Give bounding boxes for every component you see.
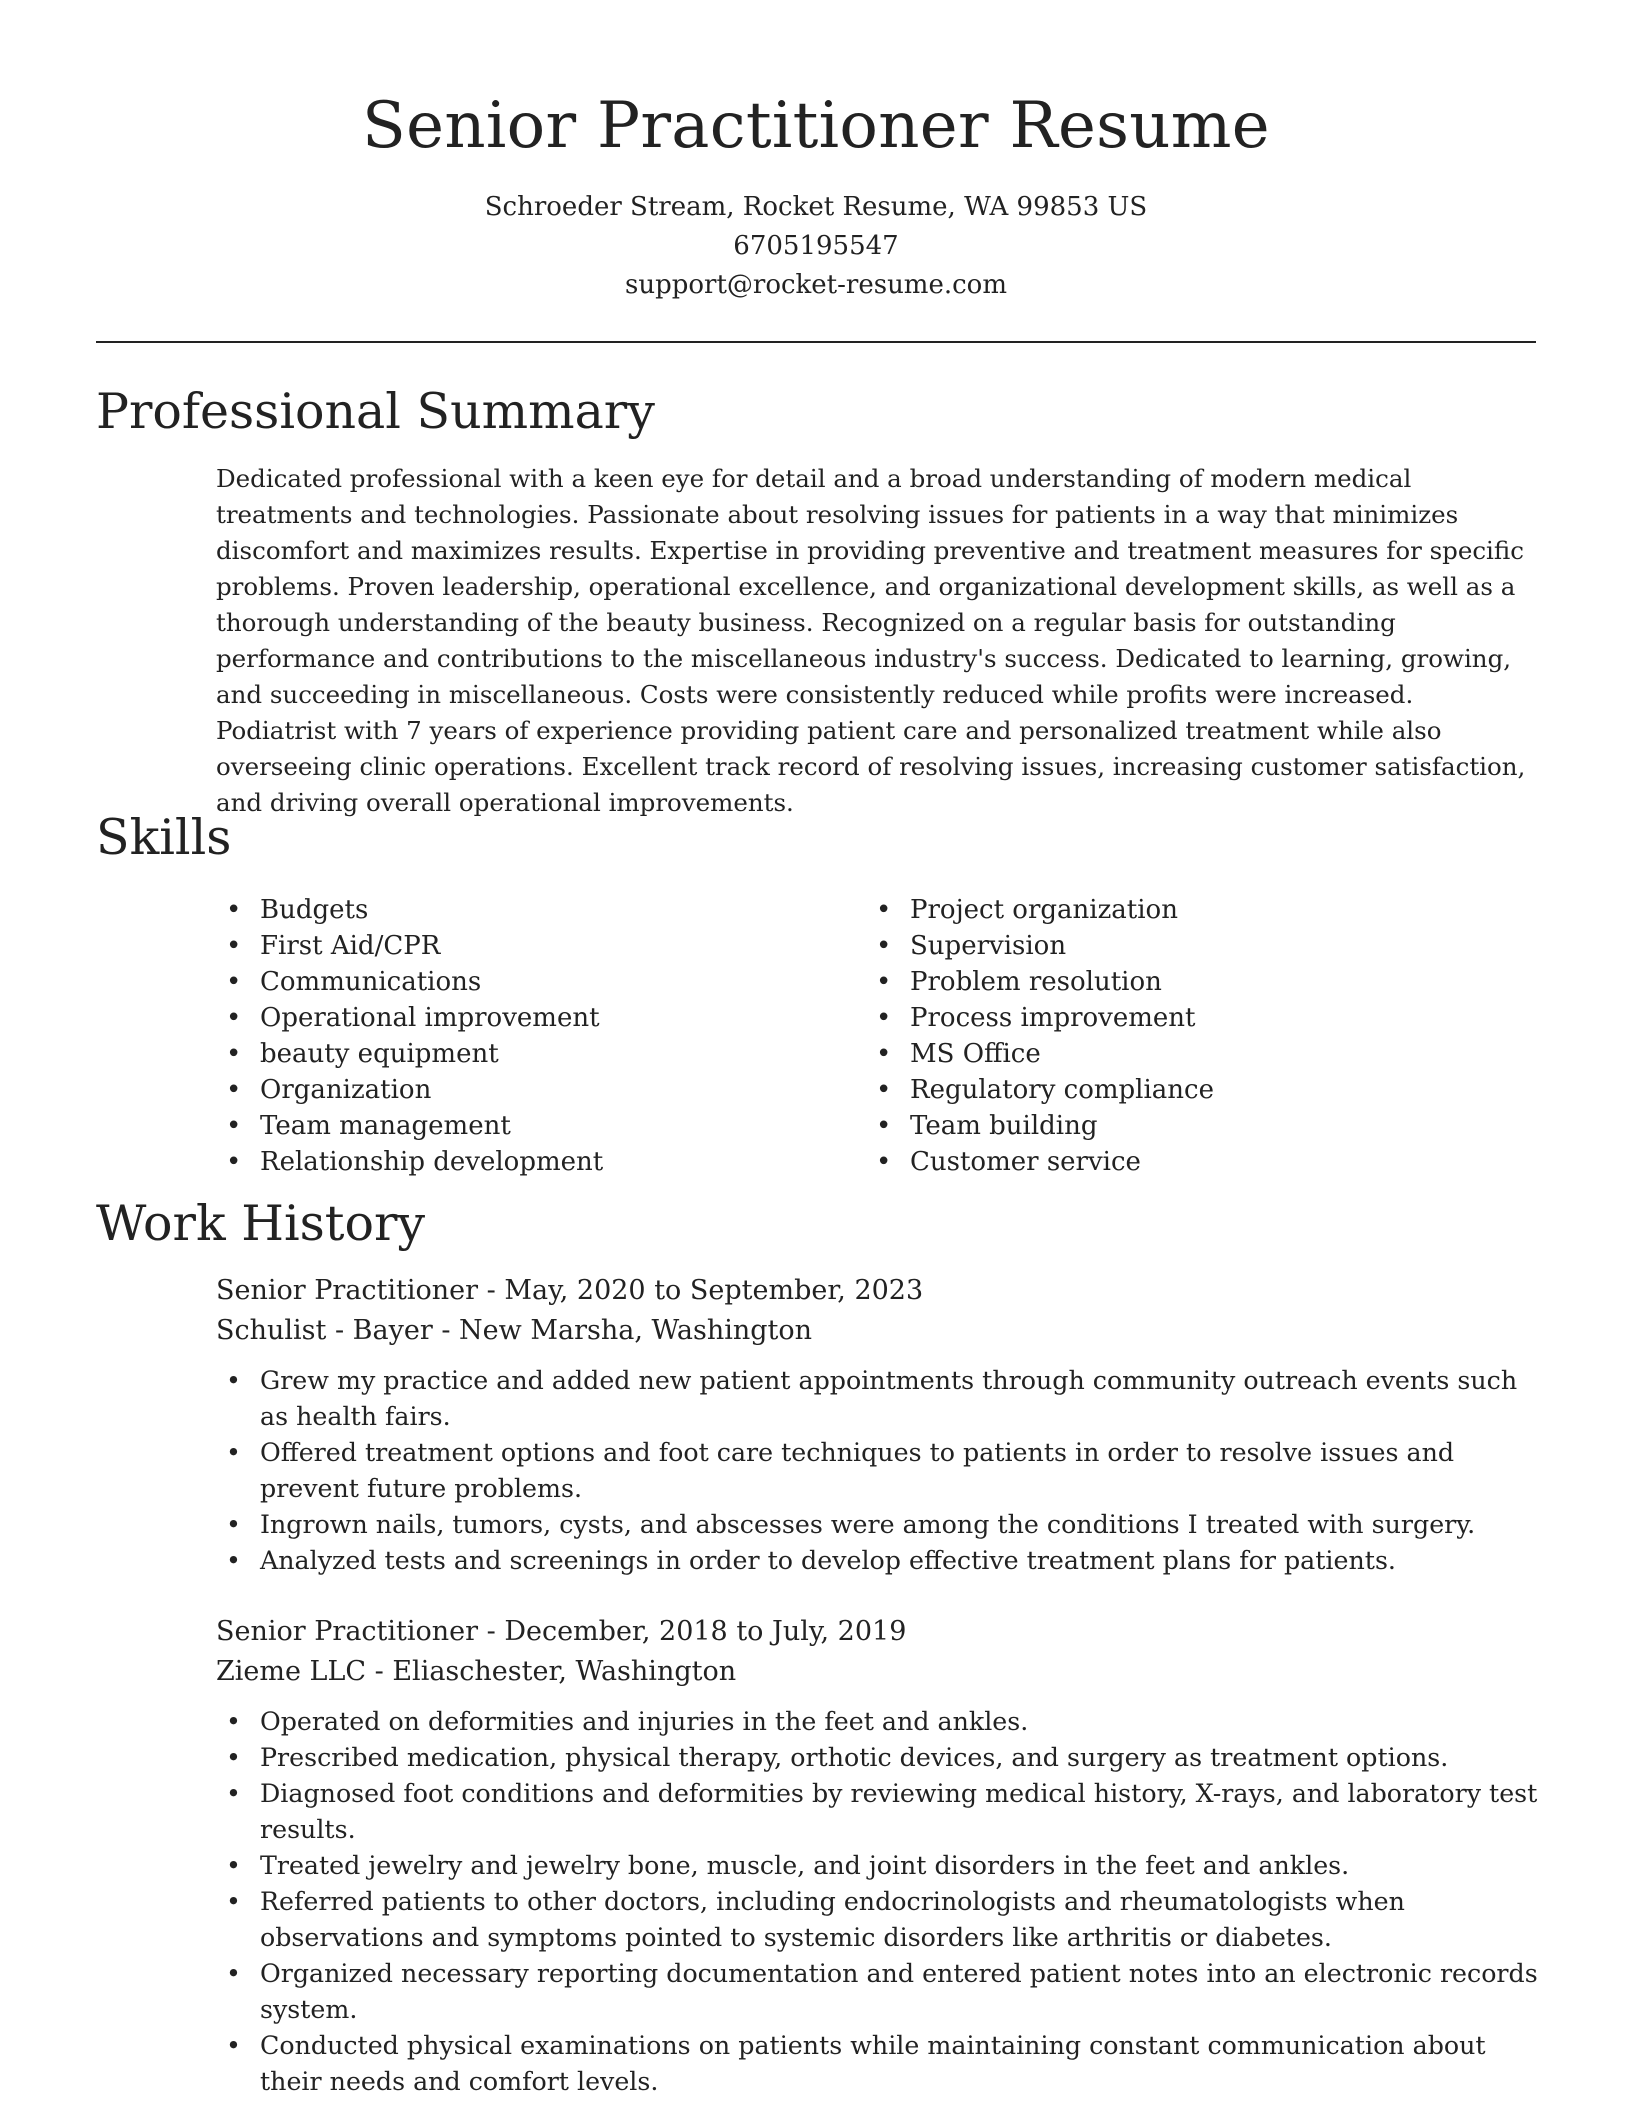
resume-header	[0, 0, 1632, 305]
job-duty: • Operated on deformities and injuries in the feet and ankles.	[216, 1704, 1541, 1740]
skill-item: • Operational improvement	[216, 1000, 603, 1036]
skill-item: • Project organization	[866, 892, 1214, 928]
skill-item: • Customer service	[866, 1144, 1214, 1180]
job-duty: • Organized necessary reporting documentation and entered patient notes into an electronic records system.	[216, 1956, 1541, 2028]
job-duty: • Conducted physical examinations on patients while maintaining constant communication about their needs and comfort levels.	[216, 2028, 1541, 2100]
skill-item: • Regulatory compliance	[866, 1072, 1214, 1108]
skill-item: • Team management	[216, 1108, 603, 1144]
job-duty: • Referred patients to other doctors, including endocrinologists and rheumatologists when observations and symptoms pointed to systemic disorders like arthritis or diabetes.	[216, 1884, 1541, 1956]
job-title-dates: Senior Practitioner - December, 2018 to July, 2019	[216, 1616, 907, 1647]
skill-item: • Team building	[866, 1108, 1214, 1144]
job-title-dates: Senior Practitioner - May, 2020 to September, 2023	[216, 1275, 924, 1306]
skill-item: • Supervision	[866, 928, 1214, 964]
skill-item: • Problem resolution	[866, 964, 1214, 1000]
skills-list-right	[866, 892, 1214, 1180]
contact-phone: 6705195547	[733, 231, 899, 261]
contact-info	[0, 188, 1632, 305]
work-history-heading: Work History	[96, 1195, 426, 1252]
skill-item: • Communications	[216, 964, 603, 1000]
skill-item: • Organization	[216, 1072, 603, 1108]
skills-list-left	[216, 892, 603, 1180]
skill-item: • Relationship development	[216, 1144, 603, 1180]
skill-item: • First Aid/CPR	[216, 928, 603, 964]
job-duty: • Diagnosed foot conditions and deformities by reviewing medical history, X-rays, and laboratory test results.	[216, 1776, 1541, 1848]
skills-heading: Skills	[96, 809, 232, 866]
job-duties-list	[216, 1704, 1541, 2100]
skill-item: • Budgets	[216, 892, 603, 928]
summary-text: Dedicated professional with a keen eye for detail and a broad understanding of modern medical treatments and technologies. Passionate about resolving issues for patients in a way that minimizes discomfort and maximizes results. Expertise in providing preventive and treatment measures for specific problems. Proven leadership, operational excellence, and organizational development skills, as well as a thorough understanding of the beauty business. Recognized on a regular basis for outstanding performance and contributions to the miscellaneous industry's success. Dedicated to learning, growing, and succeeding in miscellaneous. Costs were consistently reduced while profits were increased. Podiatrist with 7 years of experience providing patient care and personalized treatment while also overseeing clinic operations. Excellent track record of resolving issues, increasing customer satisfaction, and driving overall operational improvements.	[216, 464, 1526, 817]
contact-address: Schroeder Stream, Rocket Resume, WA 99853 US	[484, 192, 1148, 222]
skill-item: • MS Office	[866, 1036, 1214, 1072]
job-company-location: Zieme LLC - Eliaschester, Washington	[216, 1656, 737, 1687]
job-duty: • Ingrown nails, tumors, cysts, and abscesses were among the conditions I treated with surgery.	[216, 1507, 1541, 1543]
job-company-location: Schulist - Bayer - New Marsha, Washington	[216, 1315, 813, 1346]
job-duty: • Offered treatment options and foot care techniques to patients in order to resolve issues and prevent future problems.	[216, 1435, 1541, 1507]
summary-heading: Professional Summary	[96, 383, 655, 440]
job-duty: • Treated jewelry and jewelry bone, muscle, and joint disorders in the feet and ankles.	[216, 1848, 1541, 1884]
contact-email: support@rocket-resume.com	[624, 270, 1007, 300]
resume-title: Senior Practitioner Resume	[362, 89, 1270, 163]
job-duty: • Prescribed medication, physical therapy, orthotic devices, and surgery as treatment options.	[216, 1740, 1541, 1776]
job-entry	[216, 1612, 1541, 2100]
skill-item: • beauty equipment	[216, 1036, 603, 1072]
job-duties-list	[216, 1363, 1541, 1579]
job-duty: • Analyzed tests and screenings in order to develop effective treatment plans for patients.	[216, 1543, 1541, 1579]
job-entry	[216, 1271, 1541, 1579]
skill-item: • Process improvement	[866, 1000, 1214, 1036]
job-duty: • Grew my practice and added new patient appointments through community outreach events such as health fairs.	[216, 1363, 1541, 1435]
header-divider	[96, 341, 1536, 343]
